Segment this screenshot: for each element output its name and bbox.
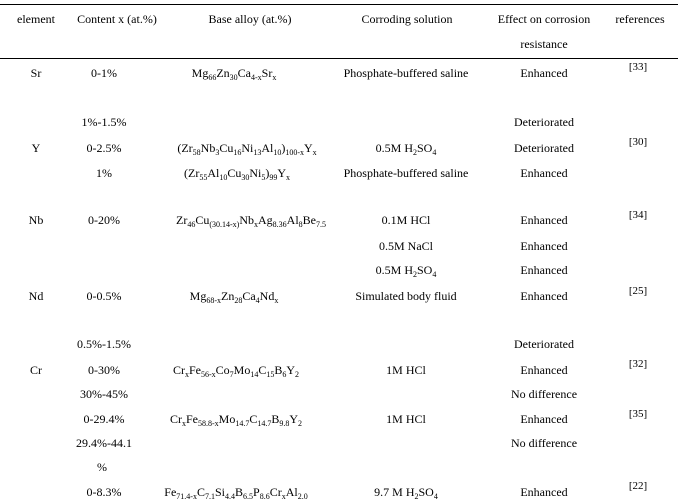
cr-effect-3: No difference [510, 387, 578, 401]
cr-effect-4: Enhanced [520, 412, 568, 426]
cr-content-5b: % [97, 460, 107, 474]
cr-effect-1: Deteriorated [514, 337, 574, 351]
cr-reference-3: [22] [628, 480, 648, 492]
nd-reference: [25] [628, 285, 648, 297]
nb-effect-1: Enhanced [520, 213, 568, 227]
cr-alloy-1: $Cr_xFe_{56-x}Co_7Mo_{14}C_{15}B_6Y_2$ [172, 363, 300, 379]
y-alloy-1: $(Zr_{58}Nb_3Cu_{16}Ni_{13}Al_{10})_{100-x}Y_x$ [177, 141, 317, 157]
y-content-1: 1%-1.5% [81, 115, 127, 129]
cr-solution-4: 1M HCl [386, 412, 426, 426]
y-reference: [30] [628, 136, 648, 148]
y-content-2: 0-2.5% [86, 141, 122, 155]
y-effect-1: Deteriorated [514, 115, 574, 129]
sr-solution: Phosphate-buffered saline [343, 66, 469, 80]
cr-reference-2: [35] [628, 408, 648, 420]
cr-alloy-3: $Fe_{71.4-x}C_{7.1}Si_{4.4}B_{6.5}P_{8.6}Cr_xAl_{2.0}$ [164, 485, 308, 501]
cr-content-1: 0.5%-1.5% [77, 337, 131, 351]
header-references: references [615, 12, 665, 26]
y-alloy-2: $(Zr_{55}Al_{10}Cu_{30}Ni_5)_{99}Y_x$ [183, 166, 291, 182]
y-content-3: 1% [96, 166, 112, 180]
nb-effect-2: Enhanced [520, 239, 568, 253]
cr-content-4: 0-29.4% [83, 412, 125, 426]
cr-content-5a: 29.4%-44.1 [76, 436, 132, 450]
sr-alloy: $Mg_{66}Zn_{30}Ca_{4-x}Sr_x$ [191, 66, 277, 82]
nd-effect: Enhanced [520, 289, 568, 303]
header-effect-line1: Effect on corrosion [497, 12, 591, 26]
nd-content: 0-0.5% [86, 289, 122, 303]
sr-element: Sr [30, 66, 42, 80]
table-top-rule [0, 4, 678, 5]
cr-effect-2: Enhanced [520, 363, 568, 377]
nd-element: Nd [28, 289, 44, 303]
nb-reference: [34] [628, 209, 648, 221]
cr-effect-5: No difference [510, 436, 578, 450]
nb-solution-3: 0.5M $H_2SO_4$ [375, 263, 437, 279]
cr-alloy-2: $Cr_xFe_{58.8-x}Mo_{14.7}C_{14.7}B_{9.8}Y_2$ [169, 412, 303, 428]
cr-element: Cr [30, 363, 42, 377]
header-base-alloy: Base alloy (at.%) [208, 12, 292, 26]
nb-solution-2: 0.5M NaCl [379, 239, 433, 253]
nb-content: 0-20% [88, 213, 120, 227]
nd-solution: Simulated body fluid [355, 289, 457, 303]
cr-solution-2: 1M HCl [386, 363, 426, 377]
cr-effect-6: Enhanced [520, 485, 568, 499]
y-element: Y [31, 141, 41, 155]
y-solution-2: 0.5M $H_2SO_4$ [375, 141, 437, 157]
sr-effect: Enhanced [520, 66, 568, 80]
cr-content-3: 30%-45% [80, 387, 128, 401]
y-effect-2: Deteriorated [514, 141, 574, 155]
y-solution-3: Phosphate-buffered saline [343, 166, 469, 180]
header-bottom-rule [0, 58, 678, 59]
nb-solution-1: 0.1M HCl [381, 213, 431, 227]
cr-content-2: 0-30% [88, 363, 120, 377]
y-effect-3: Enhanced [520, 166, 568, 180]
header-effect-line2: resistance [520, 37, 568, 51]
sr-reference: [33] [628, 61, 648, 73]
cr-reference-1: [32] [628, 358, 648, 370]
nb-element: Nb [28, 213, 44, 227]
nb-alloy: $Zr_{46}Cu_{(30.14-x)}Nb_xAg_{8.36}Al_8Be_{7.5}$ [175, 213, 327, 229]
header-content: Content x (at.%) [77, 12, 157, 26]
nd-alloy: $Mg_{68-x}Zn_{28}Ca_4Nd_x$ [189, 289, 279, 305]
nb-effect-3: Enhanced [520, 263, 568, 277]
cr-content-6: 0-8.3% [86, 485, 122, 499]
cr-solution-6: 9.7 M $H_2SO_4$ [374, 485, 438, 501]
sr-content: 0-1% [91, 66, 117, 80]
header-solution: Corroding solution [361, 12, 453, 26]
header-element: element [17, 12, 55, 26]
